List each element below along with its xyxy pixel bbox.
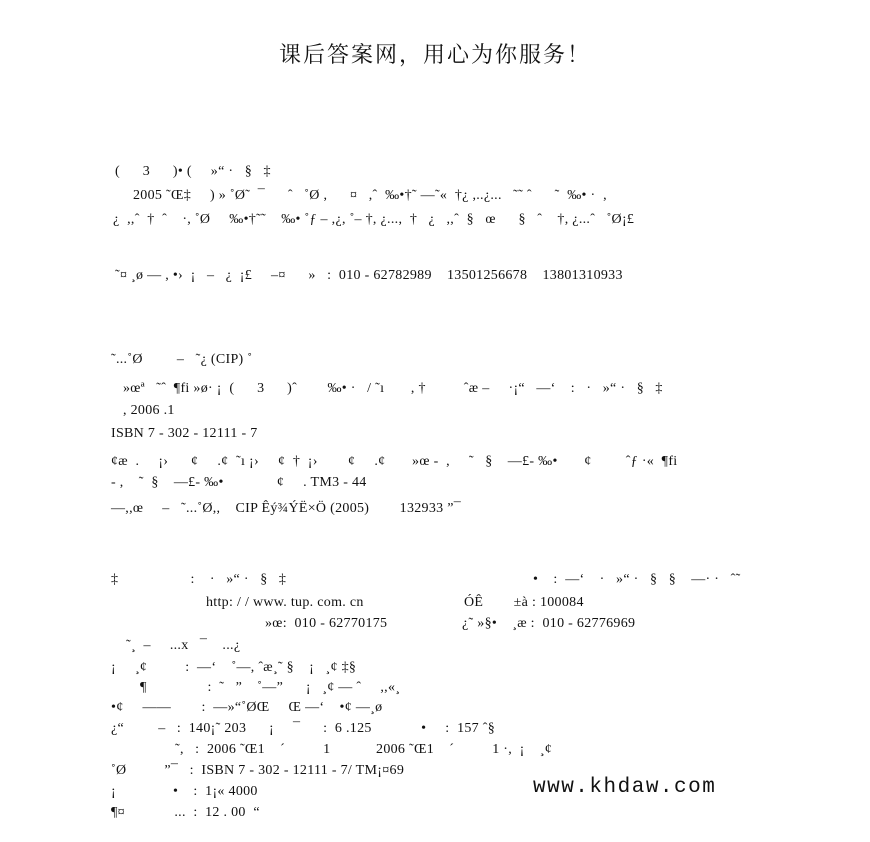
publisher-row-3: ˜¸ – ...x ¯ ...¿ bbox=[126, 638, 241, 653]
publisher-row-10: ¡ • : 1¡« 4000 bbox=[111, 784, 258, 799]
cip-isbn: ISBN 7 - 302 - 12111 - 7 bbox=[111, 426, 258, 441]
publisher-url: http: / / www. tup. com. cn bbox=[206, 595, 364, 610]
watermark-text: www.khdaw.com bbox=[533, 776, 717, 799]
cip-title: ˜...˚Ø – ˜¿ (CIP) ˚ bbox=[111, 352, 253, 367]
publisher-postcode: ÓÊ ±à : 100084 bbox=[464, 595, 584, 610]
publisher-row-9: ˚Ø ”¯ : ISBN 7 - 302 - 12111 - 7/ TM¡¤69 bbox=[111, 763, 405, 778]
publisher-row-1-left: ‡ : · »“ · § ‡ bbox=[111, 572, 287, 587]
publisher-row-7: ¿“ – : 140¡˜ 203 ¡ ¯ : 6 .125 • : 157 ˆ§ bbox=[111, 721, 496, 736]
publisher-row-4: ¡ ¸¢ : —‘ ˚—, ˆæ¸˜ § ¡ ¸¢ ‡§ bbox=[111, 660, 357, 675]
publisher-row-5: ¶ : ˜ ” ˚—” ¡ ¸¢ — ˆ ,,«¸ bbox=[140, 680, 401, 695]
publisher-row-8: ˜, : 2006 ˜Œ1 ´ 1 2006 ˜Œ1 ´ 1 ·, ¡ ¸¢ bbox=[175, 742, 553, 757]
cip-line-2: , 2006 .1 bbox=[123, 403, 175, 418]
publisher-tel-1: »œ: 010 - 62770175 bbox=[265, 616, 388, 631]
publisher-row-11: ¶¤ ... : 12 . 00 “ bbox=[111, 805, 260, 820]
cip-line-1: »œª ˜ˆ ¶fi »ø· ¡ ( 3 )ˆ ‰• · / ˜ı , † ˆæ – ·¡“ —‘ : · »“ · § ‡ bbox=[123, 381, 663, 396]
cip-line-4: - , ˜ § —£- ‰• ¢ . TM3 - 44 bbox=[111, 475, 367, 490]
publisher-row-6: •¢ —— : —»“˚ØŒ Œ —‘ •¢ —¸ø bbox=[111, 700, 383, 715]
copyright-line-2: 2005 ˜Œ‡ ) » ˚Ø˜ ¯ ˆ ˚Ø , ¤ ,ˆ ‰•†˜ —˜« †¿ ,..¿... ˜˜ ˆ ˜ ‰• · , bbox=[133, 188, 607, 203]
page-header: 课后答案网，用心为你服务！ bbox=[278, 43, 591, 68]
cip-line-3: ¢æ . ¡› ¢ .¢ ˜ı ¡› ¢ † ¡› ¢ .¢ »œ - , ˜ § —£- ‰• ¢ ˆƒ ·« ¶fi bbox=[111, 454, 678, 469]
copyright-line-3: ¿ ,,ˆ † ˆ ·, ˚Ø ‰•†˜˜ ‰• ˚ƒ – ,¿, ˚– †, ¿..., † ¿ ,,ˆ § œ § ˆ †, ¿...ˆ ˚Ø¡£ bbox=[113, 212, 635, 227]
cip-line-5: —,,œ – ˜...˚Ø,, CIP Êý¾ÝË×Ö (2005) 132933 ”¯ bbox=[111, 501, 462, 516]
phone-line: ˜¤ ¸ø — , •› ¡ – ¿ ¡£ –¤ » : 010 - 62782989 13501256678 13801310933 bbox=[115, 268, 623, 283]
publisher-row-1-right: • : —‘ · »“ · § § —· · ˆ˜ bbox=[533, 572, 741, 587]
copyright-line-1: ( 3 )• ( »“ · § ‡ bbox=[115, 164, 271, 179]
publisher-tel-2: ¿˜ »§• ¸æ : 010 - 62776969 bbox=[462, 616, 636, 631]
